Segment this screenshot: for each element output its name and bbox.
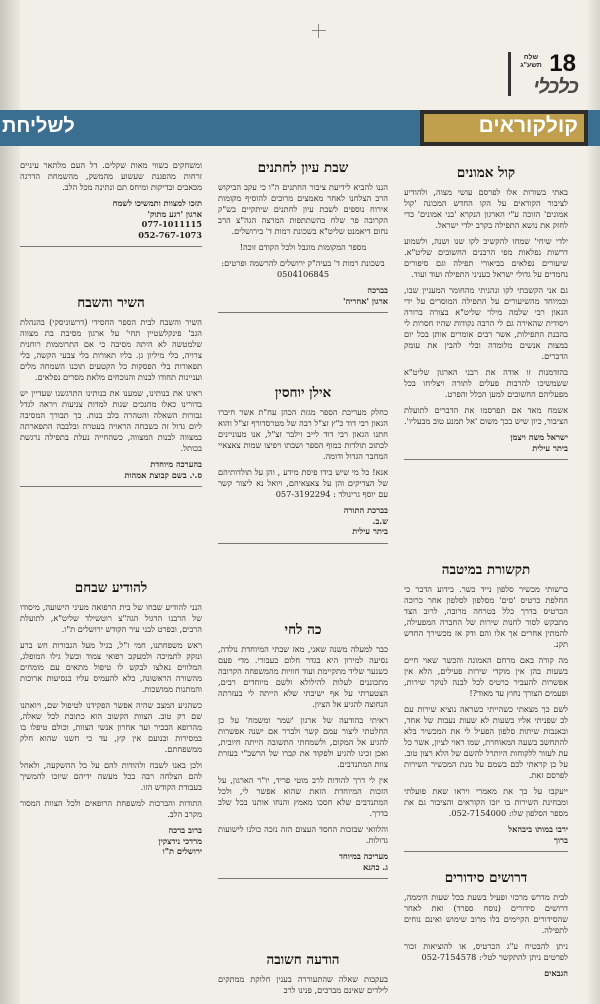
- signature-line: מרדכי נידצקין: [158, 835, 202, 846]
- article-signature: [404, 824, 568, 845]
- article-paragraph: ייעקבו על כך את מאמרי ויראו שאת פועלתי ומבחינת השירות בו יזכו הקוראים והציבור גם את מספר הסלפון שלו: 052-7154000.: [404, 786, 568, 818]
- signature-line: בהערכה מיוחדת: [150, 459, 202, 469]
- article-title: שבת עיון לחתנים: [257, 160, 349, 176]
- publication-logo: כלכלי: [533, 76, 578, 98]
- article-signature: [20, 459, 202, 480]
- article-paragraph: אשמח מאד אם תפרסמו את הדברים לתועלת הציבור, כיון שיש בכך משום 'אל תמנע טוב מבעליו'.: [403, 405, 568, 426]
- article-paragraph: ראיתי בהודעה של ארגון 'שמר ומשמח' על כן החלטתי ליצור עמם קשר ולברר אם ישנה אפשרות להגיע אל המקום, ולשמחתי התשובה הייתה חיובית, ואכן זכינו להגיע ולפקוד את קברו של הרשב"י בעזרת צוות המתנדבים.: [218, 715, 388, 769]
- article-title: להודיע שבחם: [74, 580, 148, 596]
- divider: [404, 459, 568, 460]
- article-paragraph: כשהגיע המצב שהיה אפשר הפקידנו לטיפול שם, ויואתנו שם רק טוב. הצוות הקשוב הוא כתובת לכל שאלה, מהרופא הבכיר ועד אחרון אנשי הצוות, וכולם טיפלו בו במסירות ובנועם אין קץ, עד כי חשנו שהוא חלק ממשפחתם.: [20, 700, 202, 754]
- article-signature: [20, 825, 202, 857]
- article-paragraph: התודות והברכות למשפחת הרופאים ולכל הצוות המסור מקרב הלב.: [20, 798, 202, 819]
- page-fold-shadow: [0, 0, 20, 1004]
- article-paragraph: בעקבות שאלה שהתעוררה בענין חלוקת ממתקים לילדים שאינם מברכים, פנינו לרב: [218, 974, 388, 995]
- article-title: הודעה חשובה: [266, 952, 340, 968]
- signature-line: 077-1011115: [141, 219, 202, 229]
- signature-line: ירבו במותו ביבהאל: [508, 824, 568, 834]
- article-paragraph: בהזדמנות זו אודה את רבני הארגון שליט"א ששמשיכו להרבות פעלים לתורה ויצליחו בכל מפעליהם החשובים למען הכלל והפרט.: [404, 367, 568, 399]
- article-paragraph: ניתן להבטיח ע"ג הכרטיס, או להוציאות זכור לפרטים ניתן להתקשר לטל׳: 052-7154578: [404, 941, 568, 962]
- signature-line: הגבאים: [544, 968, 568, 978]
- article-kol-emunim: [404, 165, 568, 465]
- signature-line: ש.ב.: [372, 515, 388, 526]
- divider: [20, 486, 202, 487]
- divider: [218, 543, 388, 544]
- article-signature: [218, 505, 388, 537]
- article-signature: [20, 198, 202, 240]
- article-paragraph: גם אני הקשבתי לקו ונהניתי מהחומר המעניין שבו, ובמיוחד מהשיעורים על התפילה המוסרים על ידי הגאון רבי שלמה מילר שליט"א בצורה ברורה ויסודית שהאירה גם לי הרבה נקודות שהיו חסרות לי בהבנת התפילות, אשר רבים אומרים אותן בכל יום במצות אנשים מלומדה ובלי להבין את עומק הדברים.: [404, 285, 568, 361]
- divider: [404, 851, 568, 852]
- article-paragraph: אנא! כל מי שיש בידו פיסת מידע , והן על תולדותיהם של הצדיקים והן על צאצאיהם, ויואל נא ליצור קשר עם יוסף גרינולד : 057-3192294: [218, 467, 388, 499]
- article-paragraph: לבית מדרש מרכזי ופעיל בשעת בכל שעות היממה, דרושים סידורים (נוסח ספרד) ואת לאחר שהסידורים הקיימים בלו מרוב שימוש ואינם נוחים לתפילה.: [404, 892, 568, 935]
- signature-line: ירושלים ת"ו: [162, 846, 202, 856]
- article-paragraph: הננו להביא לידיעת ציבור החתנים ה"ו כי עקב הביקוש הרב הצלחנו לאחר מאמצים מרובים להוסיף מקומות אירוח נוספים לשבת עיון לחתנים שיתקיים בש"ק הקרובה פר שלח בהשתתפות המרצה הגה"צ הרב נחום דיאמנט שליט"א בשכונת רמות ד' בירושלים.: [218, 182, 388, 236]
- signature-line: ג. כהנא: [362, 861, 388, 872]
- article-drushim: [404, 870, 568, 985]
- divider: [20, 246, 202, 247]
- article-ko-lechai: [218, 622, 388, 884]
- article-paragraph: לשם כך מצאתי כשהייתי כשראה נוציא שירות עם לב שפניתי אליו בשעות לא שעות נעבות של אחד, ובאנבות שיתות סלפון הפעיל לי את המכשיר בלא להתחשב בשעה המאוחרת, שמו ראוי לציון, אשר כל עת לעזור ללקוחות היותרל להשם של הלא רצון טוב. על כן קראתי לכם בשמם על מנת המכשיר השירות לפרסם זאת.: [404, 704, 568, 780]
- article-paragraph: באתי בשורות אלו לפרסם עושי מצוה, ולהודיע לציבור הקוראים על הקו החדש המכונה 'קול אמונים' הזוכה ע"י הארגון הנקרא 'בני אמונים' כדי לחזק את נושא התפילה בקרב ילדי ישראל.: [404, 187, 568, 230]
- article-paragraph: מספר המקומות מוגבל ולכל הקודם זוכה!: [239, 242, 367, 252]
- article-takshurot: [404, 562, 568, 857]
- signature-line: ביתר עילית: [352, 526, 388, 536]
- article-paragraph: כבר למעלה משנה שאני, מאז שבתי המיוחדת נולדה, נסיעה למירון היא בגדר חלום בעבורי. מדי פעם כשנער שליד מתקיימת ועוד חוויות מהמשפחה הקרובה מתכוננים לעלות להילולא ולשם מיוחדים רבים, הצטערתי על אף ישיבתי שלא הייתה לי בעזרתה הנחוצה להגיע אל הציון.: [218, 644, 388, 709]
- article-title: תקשורת במיטבה: [441, 562, 531, 578]
- signature-line: ארגון 'רגע מתוק': [147, 208, 202, 219]
- article-paragraph: השיר והשבח לבית הספר החסידי (דרשוניסקי) בהנהלת הגב' פינקלשטיין תחי' על ארגון מסיבת בת מצווה שלמטשה לא היתה מסיבה כי אם התרוממות רוחנית צרויה, בלי מיליון גן. בליו תאורות בלי צבעי הקשה, בלי תפאורות בלי הפסקות כל הקטעים תוכנו השמחה מלים ועניינות תחודו לבנות והנוכחים מלאת מסרים נפלאים.: [20, 317, 202, 382]
- side-banner-title: לשליחת: [2, 115, 75, 137]
- article-paragraph: ברשותי מכשיר סלפון נייד כשר. בידוע הדבר כי החלפת כרטיס 'סים' מסלפון לסלפון אחר כרוכה הכרטיס בדרך כלל בטרחה מרובה, לרוב הצד מתבקש לסור לחנות שירות של החברה המפעילה, להמתין אחרים אך אלו והם ודק אז מכשירך החדש תקנ.: [404, 584, 568, 649]
- signature-line: ברוב ברכה: [168, 825, 202, 835]
- signature-line: בברכת התורה: [343, 505, 388, 515]
- crop-mark-icon: [312, 24, 326, 38]
- article-title: קול אמונים: [456, 165, 516, 181]
- article-paragraph: כחלק מעריכת הספר מגזת הכהן עח"ת אשר חיברו הגאון רבי דוד כ"ץ זצ"ל רבה של מטרסדורף זצ"ל והוא חתנו הגאון רבי דוד לייב זילבר זצ"ל, אנו מעוניינים לכתוב תולדות כמוף הספר ושבתו ויפיצו שמות צאצאיי המחבר הגדול ודומה.: [218, 407, 388, 461]
- article-hodaa: [218, 952, 388, 1001]
- article-paragraph: מה קורה באם מרחם האמונה והכשר שאוי חיים בשעות בהן אין מוקדי שירות פעילים, הלא אין אפשרות להעביר כרטיס לכל לבנה לנוקר שירות, ופעמים הצורך נחוץ עד מאוד?!: [404, 655, 568, 698]
- article-signature: [218, 851, 388, 872]
- article-title: אילן יוחסין: [274, 385, 332, 401]
- signature-line: ארגון 'אחריה': [342, 295, 388, 306]
- signature-line: מעריכה במיוחד: [338, 851, 388, 861]
- section-title: קולקוראים: [478, 114, 578, 137]
- issue-date: שלח תשע"ג: [520, 54, 542, 69]
- article-signature: [404, 968, 568, 979]
- article-shabbat-iyun: [218, 160, 388, 318]
- article-paragraph: ראש משפחתנו, חמי ז"ל, בגיל מעל הגבורות חש ברע ונזקק לתמיכה ולמעקב רפואי צמוד ובשל גילו המופלג, המלווים נאלצו לבקש לו טיפול מתאים עם מומחים מהשורה הראשונה, בלא להעמיס עליו בנסיעות ארוכות והמתנות ממושכות.: [20, 640, 202, 694]
- article-ilan-yochsin: [218, 385, 388, 549]
- article-paragraph: והלוואי שבזכות החסד העצום הזה נזכה כולנו לישועות גדולות.: [218, 824, 388, 845]
- brand-divider: [508, 52, 511, 96]
- article-paragraph: ומשחקים בשווי מאות שקלים. דל העם מלתאר עיניים זרחות מהפגנת שעשוע מהמשק, מהשמחת הדרגה מכאבים ובדיקות ומיחס תם ונתינה מכל הלב.: [20, 160, 202, 192]
- article-title: השיר והשבח: [77, 295, 145, 311]
- article-paragraph: בשכונת רמות ד' בעיה"ק ירושלים להרשמה ופרטים: 0504106845: [221, 258, 385, 279]
- article-paragraph: אין לי דרך להודות לרב מוטי פריד, יו"ר הארגון, על הזכות המיוחדת הזאת שהוא אפשר לי, ולכל המתנדבים שלא חסכו מאמץ והנחו אותנו בכל שלב בדרך.: [218, 775, 388, 818]
- article-continued-top: [20, 160, 202, 252]
- article-title: כה לחי: [284, 622, 322, 638]
- article-hashir: [20, 295, 202, 492]
- signature-line: תזכו למצוות ותמשיכו לשמח: [112, 198, 202, 208]
- signature-line: ברוך: [553, 834, 568, 845]
- section-band: [0, 110, 600, 146]
- article-signature: [404, 432, 568, 453]
- signature-line: בברכה: [367, 285, 388, 295]
- divider: [218, 312, 388, 313]
- publication-brand: [508, 50, 578, 98]
- divider: [218, 878, 388, 879]
- signature-line: ביתר עילית: [532, 442, 568, 453]
- signature-line: ישראל משה ויצמן: [510, 432, 568, 442]
- article-paragraph: ולכן באנו לשבח ולהודות להם על כל ההשקעה, ולאחל להם הצלחה רבה בכל מעשה ידיהם שיזכו להמשיך בעבודת הקודש הזו.: [20, 760, 202, 792]
- article-paragraph: הנני להודיע שבחו של בית הרפואה מעיני הישועה, מיסודו של הרבנו הדגול הגה"צ רוטשילד שליט"א, לתועלת הרבים, ובפרט לבני עיר הקודש ירושלים ת"ו.: [20, 602, 202, 634]
- article-paragraph: ילדי שיחי' שמחו להקשיב לקו שנו ושנה, ולשמוע דרשות נפלאות מפי הרבנים החשובים שליט"א. שיעורים נפלאים בביאורי תפילה וגם סיפורים נחמדים על גדולי ישראל בעניני התפילה ועוד ועוד.: [404, 236, 568, 279]
- page-number: 18: [549, 50, 576, 77]
- signature-line: ס.י. בשם קבוצת אמהות: [124, 469, 202, 480]
- article-title: דרושים סידורים: [444, 870, 528, 886]
- article-lehodia: [20, 580, 202, 863]
- article-signature: [218, 285, 388, 306]
- article-paragraph: ראינו את בנותינו, שמענו את בנותינו התרגשנו שעדיין יש בדורינו כאלו מחנכים שנות למדות צניעות ויראה לגדל גבורות השאלה והטהרה בלב בנות. כך תבורך המסיבה ליום גדול זה בשבחה הראויה בעטרה ובלבבה התפארתה במצווה לבנות המצווה, כשהחייה נעלת בתפילה נרגשת בכותל.: [20, 388, 202, 453]
- signature-line: 052-767-1073: [138, 229, 202, 240]
- page-edge-shadow: [586, 0, 600, 1004]
